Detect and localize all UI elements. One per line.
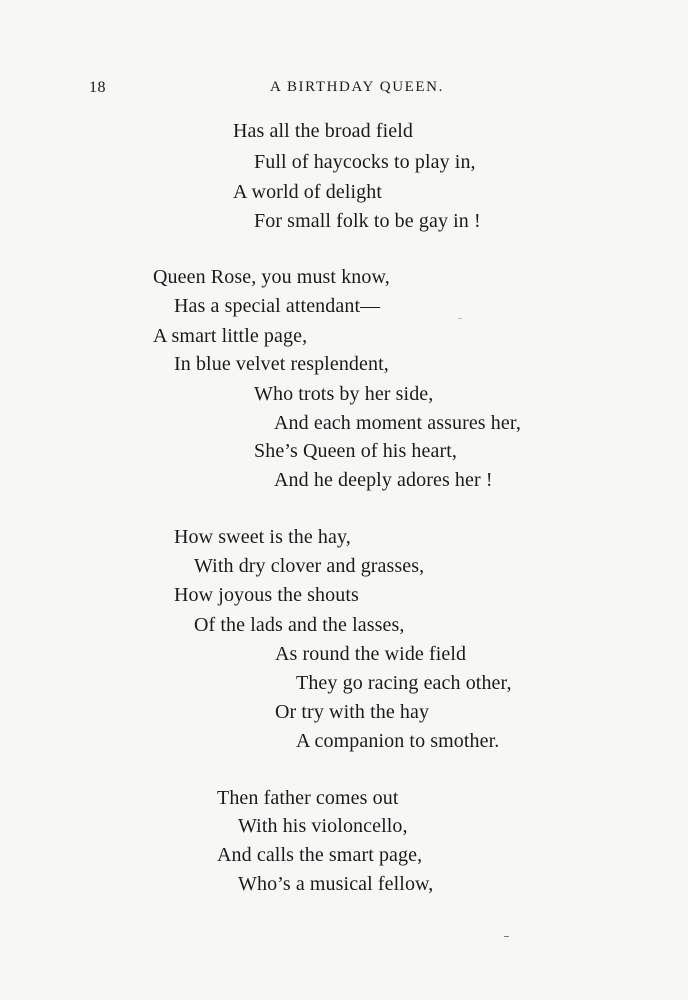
poem-line: A world of delight	[233, 181, 383, 203]
poem-line: How sweet is the hay,	[174, 526, 351, 548]
poem-line: A smart little page,	[153, 325, 308, 347]
poem-line: Who’s a musical fellow,	[238, 873, 434, 895]
poem-line: A companion to smother.	[296, 730, 500, 752]
poem-line: Or try with the hay	[275, 701, 430, 723]
poem-line: Has a special attendant—	[174, 295, 381, 317]
poem-line: Of the lads and the lasses,	[194, 614, 405, 636]
poem-line: In blue velvet resplendent,	[174, 353, 389, 375]
page-number: 18	[89, 79, 106, 96]
poem-line: For small folk to be gay in !	[254, 210, 481, 232]
poem-line: They go racing each other,	[296, 672, 512, 694]
paper-speck	[458, 318, 462, 319]
poem-line: How joyous the shouts	[174, 584, 359, 606]
poem-line: Full of haycocks to play in,	[254, 151, 476, 173]
poem-line: As round the wide field	[275, 643, 467, 665]
poem-line: And each moment assures her,	[274, 412, 521, 434]
poem-line: With his violoncello,	[238, 815, 408, 837]
poem-line: With dry clover and grasses,	[194, 555, 425, 577]
running-title: A BIRTHDAY QUEEN.	[270, 79, 444, 95]
poem-line: Has all the broad field	[233, 120, 414, 142]
poem-line: Then father comes out	[217, 787, 399, 809]
poem-line: Who trots by her side,	[254, 383, 434, 405]
poem-line: And he deeply adores her !	[274, 469, 493, 491]
poem-line: And calls the smart page,	[217, 844, 423, 866]
poem-line: She’s Queen of his heart,	[254, 440, 458, 462]
paper-speck	[504, 936, 509, 937]
poem-line: Queen Rose, you must know,	[153, 266, 390, 288]
